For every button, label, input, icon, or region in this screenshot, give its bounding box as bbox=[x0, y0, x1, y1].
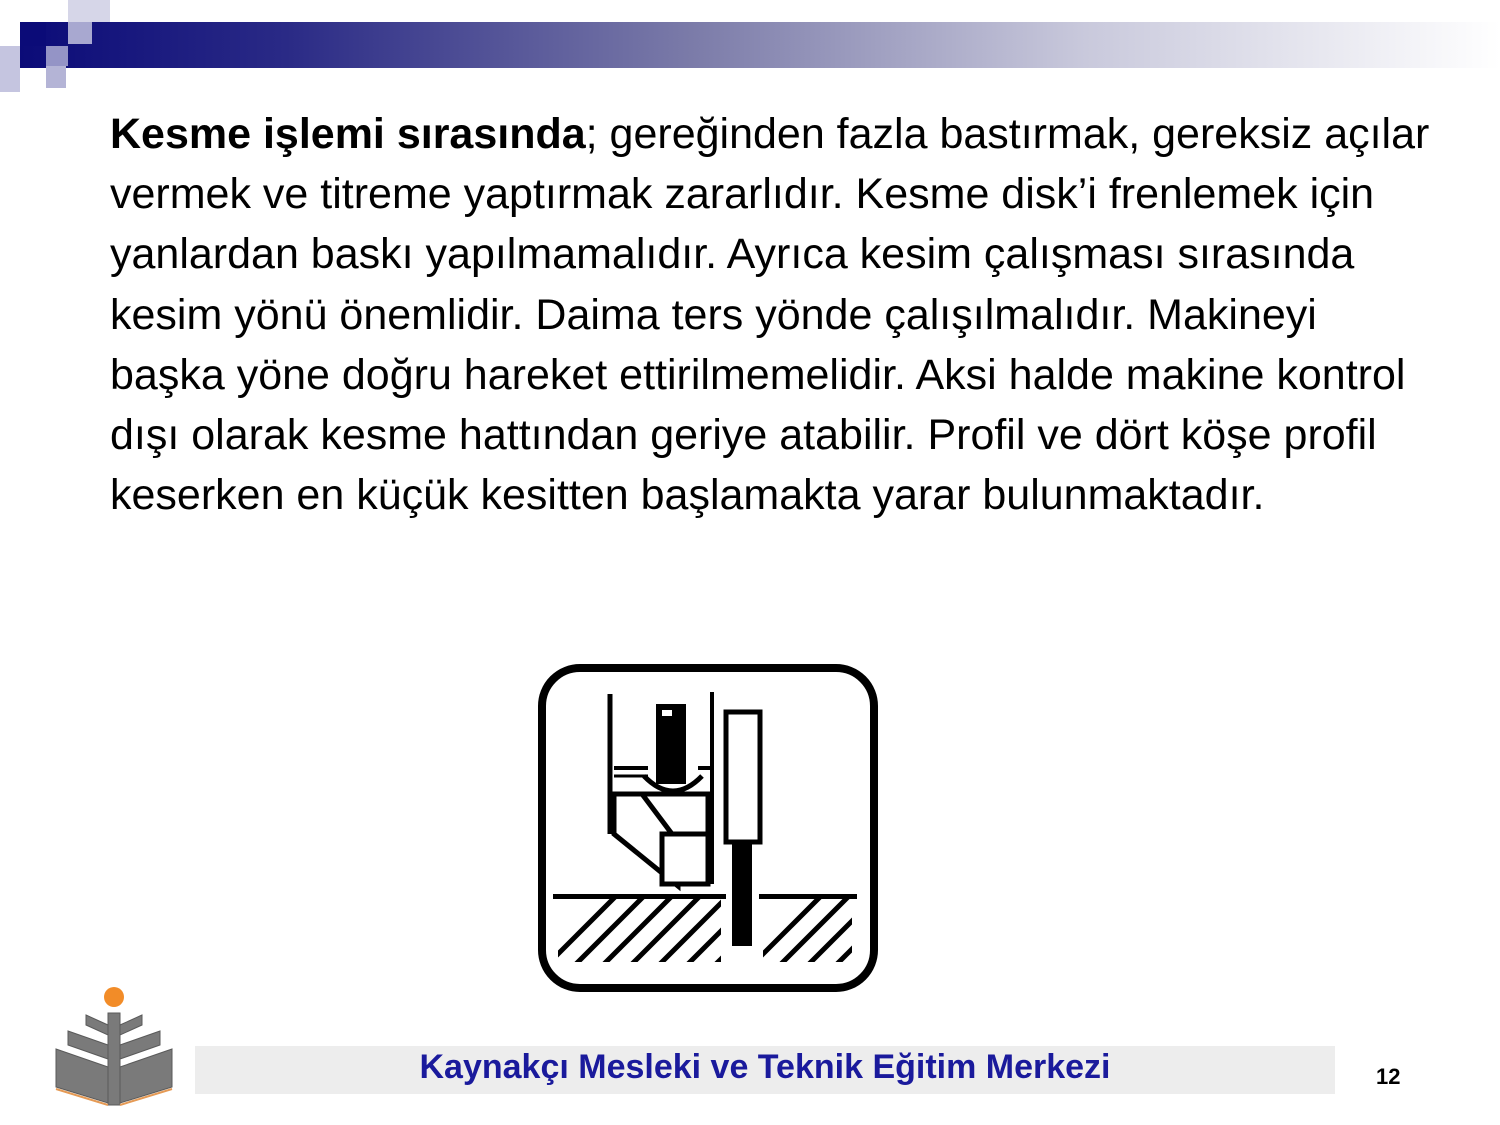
header-square-light-5 bbox=[68, 22, 92, 44]
body-paragraph bbox=[110, 104, 1440, 525]
header-square-light-1 bbox=[0, 0, 46, 22]
header-gradient-bar bbox=[20, 22, 1500, 68]
cutting-machine-icon bbox=[538, 664, 878, 992]
header-square-light-4 bbox=[68, 0, 110, 22]
footer-title: Kaynakçı Mesleki ve Teknik Eğitim Merkezi bbox=[419, 1048, 1111, 1086]
body-lead-bold: Kesme işlemi sırasında bbox=[110, 110, 586, 158]
page-number: 12 bbox=[1376, 1064, 1401, 1089]
school-logo bbox=[50, 985, 175, 1107]
header-square-light-6 bbox=[46, 66, 66, 88]
body-text-rest: ; gereğinden fazla bastırmak, gereksiz açılar vermek ve titreme yaptırmak zararlıdır. Kesme disk’i frenlemek için yanlardan baskı yapılmamalıdır. Ayrıca kesim çalışması sırasında kesim yönü önemlidir. Daima ters yönde çalışılmalıdır. Makineyi başka yöne doğru hareket ettirilmemelidir. Aksi halde makine kontrol dışı olarak kesme hattından geriye atabilir. Profil ve dört köşe profil keserken en küçük kesitten başlamakta yarar bulunmaktadır. bbox=[110, 110, 1430, 520]
header-square-light-3 bbox=[46, 46, 68, 66]
header-square-light-2 bbox=[0, 46, 20, 92]
header-square-dark bbox=[20, 22, 46, 46]
